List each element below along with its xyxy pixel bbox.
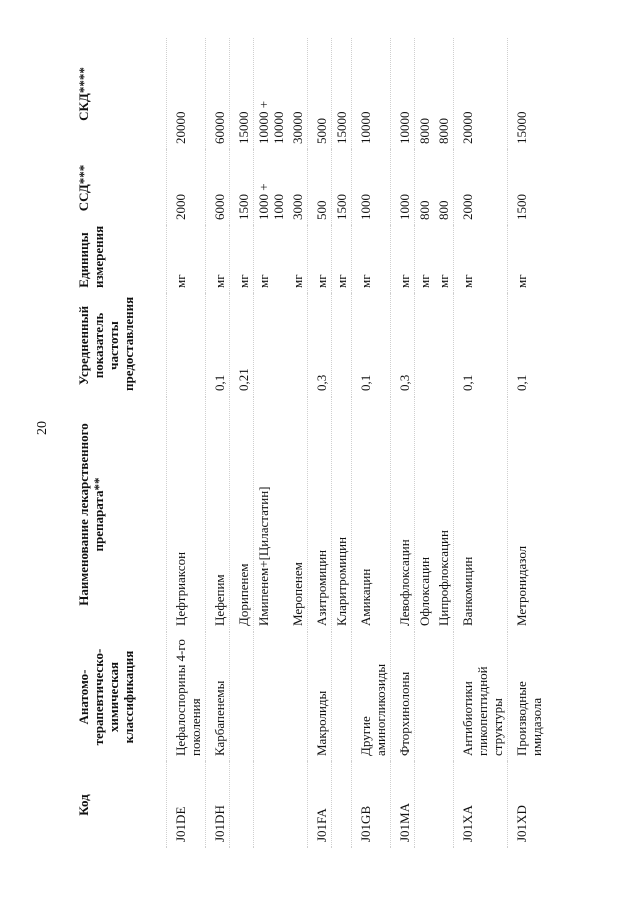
frequency-value [415, 294, 435, 397]
atc-code: J01GB [352, 762, 391, 848]
drug-name: Офлоксацин [415, 397, 435, 632]
frequency-value [288, 294, 308, 397]
skd-value: 30000 [290, 111, 305, 144]
atc-classification [332, 632, 352, 762]
atc-classification [415, 632, 435, 762]
skd-value: 15000 [332, 38, 352, 150]
ssd-value: 500 [308, 150, 332, 226]
atc-classification [254, 632, 289, 762]
header-drug: Наименование лекарственного препарата** [76, 423, 106, 606]
atc-code: J01FA [308, 762, 332, 848]
skd-value: 10000 [352, 38, 391, 150]
frequency-value [254, 294, 289, 397]
frequency-value: 0,1 [508, 294, 547, 397]
atc-classification: Антибиотики гликопептидной структуры [454, 632, 508, 762]
table-row [454, 38, 508, 848]
table-row [288, 38, 308, 848]
table-row [332, 38, 352, 848]
header-classification: Анатомо-терапевтическо-химическая классификация [76, 648, 136, 746]
unit-value: мг [332, 226, 352, 294]
frequency-value: 0,21 [230, 294, 254, 397]
ssd-value: 800 [415, 150, 435, 226]
atc-classification [230, 632, 254, 762]
atc-code [254, 762, 289, 848]
page-number: 20 [35, 421, 50, 435]
unit-value: мг [230, 226, 254, 294]
drug-table [70, 38, 546, 848]
table-row [508, 38, 547, 848]
frequency-value: 0,3 [308, 294, 332, 397]
drug-name: Дорипенем [230, 397, 254, 632]
header-frequency: Усредненный показатель частоты предоставления [76, 296, 136, 391]
table-row [391, 38, 415, 848]
atc-code: J01DH [206, 762, 230, 848]
unit-value: мг [391, 226, 415, 294]
unit-value: мг [290, 274, 305, 288]
atc-code: J01DE [167, 762, 206, 848]
ssd-value: 6000 [206, 150, 230, 226]
table-row [167, 38, 206, 848]
skd-value: 20000 [167, 38, 206, 150]
table-row [206, 38, 230, 848]
header-code: Код [76, 794, 91, 816]
skd-value: 8000 [415, 38, 435, 150]
drug-name: Цефтриаксон [167, 397, 206, 632]
drug-name: Азитромицин [308, 397, 332, 632]
unit-value: мг [454, 226, 508, 294]
table-row [230, 38, 254, 848]
header-ssd: ССД*** [76, 164, 91, 212]
drug-name: Метронидазол [508, 397, 547, 632]
ssd-value: 800 [436, 200, 451, 220]
atc-code [415, 762, 435, 848]
table-row [254, 38, 289, 848]
atc-classification: Другие аминогликозиды [352, 632, 391, 762]
drug-name: Ванкомицин [454, 397, 508, 632]
header-unit: Единицы измерения [76, 225, 106, 288]
unit-value: мг [254, 226, 289, 294]
unit-value: мг [508, 226, 547, 294]
skd-value: 60000 [206, 38, 230, 150]
unit-value: мг [167, 226, 206, 294]
frequency-value: 0,1 [454, 294, 508, 397]
drug-name: Имипенем+[Циластатин] [254, 397, 289, 632]
table-body [167, 38, 547, 848]
atc-code [230, 762, 254, 848]
atc-code: J01XD [508, 762, 547, 848]
header-skd: СКД**** [76, 67, 91, 121]
unit-value: мг [436, 274, 451, 288]
atc-classification: Производные имидазола [508, 632, 547, 762]
atc-code: J01XA [454, 762, 508, 848]
atc-classification: Карбапенемы [206, 632, 230, 762]
ssd-value: 1000 + 1000 [254, 150, 289, 226]
skd-value: 15000 [508, 38, 547, 150]
frequency-value [332, 294, 352, 397]
atc-classification: Фторхинолоны [391, 632, 415, 762]
drug-name: Кларитромицин [332, 397, 352, 632]
unit-value: мг [352, 226, 391, 294]
atc-code [332, 762, 352, 848]
ssd-value: 1500 [508, 150, 547, 226]
drug-name: Цефепим [206, 397, 230, 632]
ssd-value: 2000 [454, 150, 508, 226]
atc-classification: Цефалоспорины 4-го поколения [167, 632, 206, 762]
drug-name: Меропенем [290, 562, 305, 626]
atc-classification: Макролиды [308, 632, 332, 762]
atc-classification [288, 632, 308, 762]
ssd-value: 1500 [230, 150, 254, 226]
ssd-value: 2000 [167, 150, 206, 226]
skd-value: 20000 [454, 38, 508, 150]
unit-value: мг [206, 226, 230, 294]
drug-name: Ципрофлоксацин [436, 530, 451, 626]
atc-classification [434, 632, 454, 762]
frequency-value: 0,3 [391, 294, 415, 397]
ssd-value: 1500 [332, 150, 352, 226]
ssd-value: 3000 [290, 194, 305, 220]
table-row [415, 38, 435, 848]
atc-code: J01MA [391, 762, 415, 848]
rotated-table-container [70, 38, 610, 848]
frequency-value: 0,1 [352, 294, 391, 397]
frequency-value [167, 294, 206, 397]
skd-value: 8000 [436, 118, 451, 144]
skd-value: 5000 [308, 38, 332, 150]
ssd-value: 1000 [352, 150, 391, 226]
skd-value: 15000 [230, 38, 254, 150]
table-header-row [70, 38, 167, 848]
atc-code [288, 762, 308, 848]
frequency-value [434, 294, 454, 397]
table-row [434, 38, 454, 848]
ssd-value: 1000 [391, 150, 415, 226]
drug-name: Амикацин [352, 397, 391, 632]
skd-value: 10000 + 10000 [254, 38, 289, 150]
unit-value: мг [415, 226, 435, 294]
frequency-value: 0,1 [206, 294, 230, 397]
unit-value: мг [308, 226, 332, 294]
skd-value: 10000 [391, 38, 415, 150]
table-row [352, 38, 391, 848]
drug-name: Левофлоксацин [391, 397, 415, 632]
atc-code [434, 762, 454, 848]
table-row [308, 38, 332, 848]
